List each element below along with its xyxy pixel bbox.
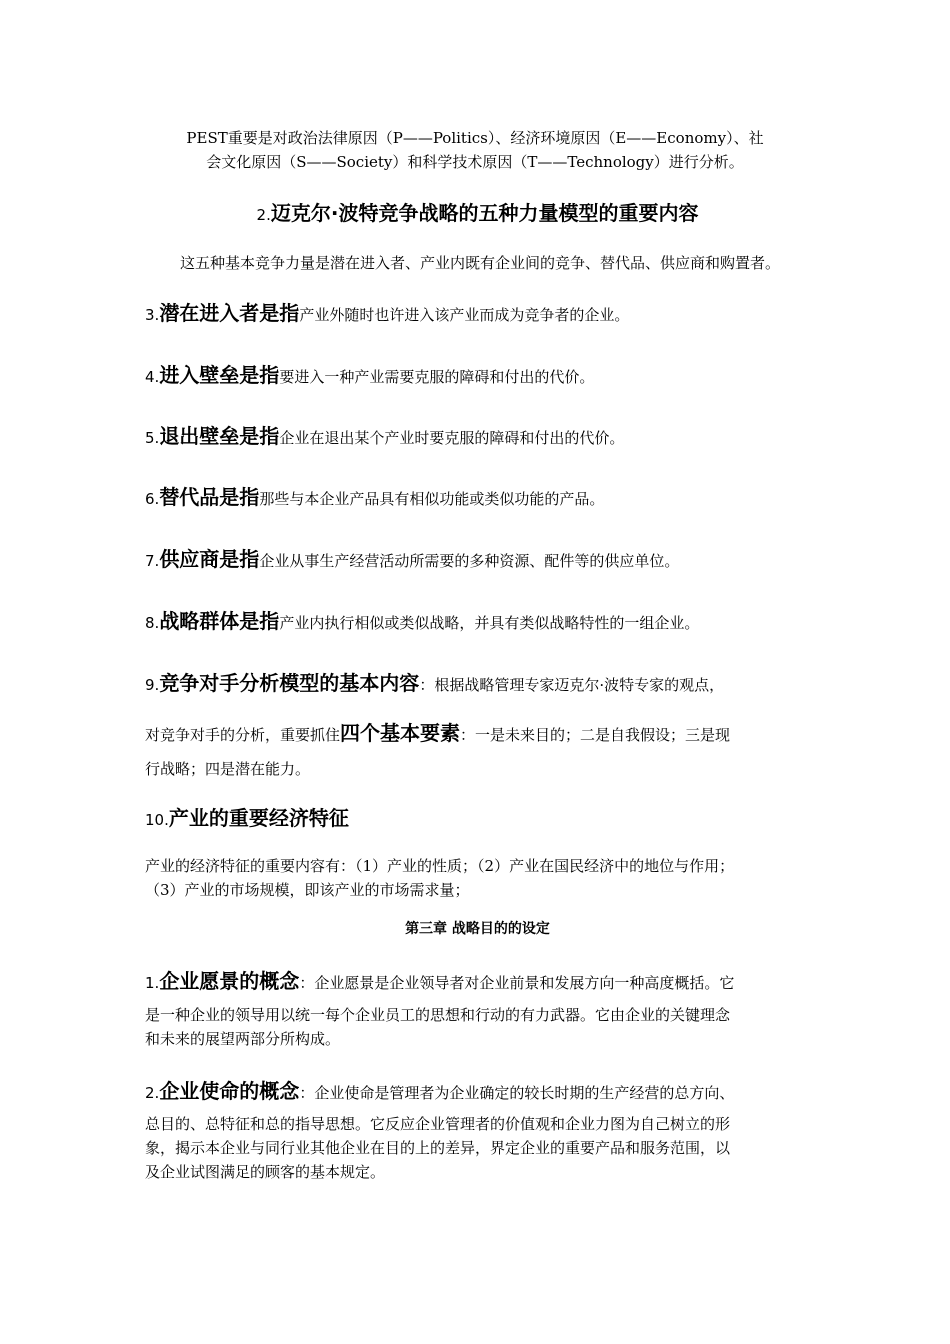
item-9-emphasis: 四个基本要素 xyxy=(340,721,461,745)
item-number: 6. xyxy=(145,490,160,508)
item-desc: 产业内执行相似或类似战略，并具有类似战略特性的一组企业。 xyxy=(279,614,700,632)
item-9-line-3: 行战略；四是潜在能力。 xyxy=(145,760,311,778)
item-number: 2. xyxy=(145,1084,160,1102)
heading-five-forces xyxy=(145,199,810,229)
heading-title: 迈克尔·波特竞争战略的五种力量模型的重要内容 xyxy=(270,201,699,225)
item-9-line-2 xyxy=(145,719,810,749)
item-4 xyxy=(145,361,810,391)
five-forces-paragraph: 这五种基本竞争力量是潜在进入者、产业内既有企业间的竞争、替代品、供应商和购置者。 xyxy=(179,254,780,272)
item-term: 退出壁垒是指 xyxy=(159,424,280,448)
item-term: 产业的重要经济特征 xyxy=(168,806,349,830)
pest-line-2: 会文化原因（S——Society）和科学技术原因（T——Technology）进行分析。 xyxy=(206,153,744,171)
item-desc: ：企业愿景是企业领导者对企业前景和发展方向一种高度概括。它 xyxy=(299,974,735,992)
pest-paragraph xyxy=(140,126,810,174)
item-8 xyxy=(145,607,810,637)
item-desc: 那些与本企业产品具有相似功能或类似功能的产品。 xyxy=(259,490,605,508)
item-10-line-2: （3）产业的市场规模，即该产业的市场需求量； xyxy=(145,881,470,899)
item-desc: 要进入一种产业需要克服的障碍和付出的代价。 xyxy=(279,368,595,386)
item-number: 1. xyxy=(145,974,160,992)
item-number: 5. xyxy=(145,429,160,447)
item-desc: ：企业使命是管理者为企业确定的较长时期的生产经营的总方向、 xyxy=(299,1084,735,1102)
item-9-text-c: ：一是未来目的；二是自我假设；三是现 xyxy=(460,726,731,744)
vision-line-3: 和未来的展望两部分所构成。 xyxy=(145,1030,341,1048)
item-term: 企业使命的概念 xyxy=(159,1079,300,1103)
pest-line-1: PEST重要是对政治法律原因（P——Politics）、经济环境原因（E——Economy）、社 xyxy=(186,129,764,147)
mission-line-2: 总目的、总特征和总的指导思想。它反应企业管理者的价值观和企业力图为自己树立的形 xyxy=(145,1115,731,1133)
item-3 xyxy=(145,299,810,329)
mission-paragraph xyxy=(145,1112,810,1184)
item-number: 9. xyxy=(145,676,160,694)
item-desc: ：根据战略管理专家迈克尔·波特专家的观点， xyxy=(419,676,725,694)
heading-number: 2. xyxy=(256,206,271,224)
item-term: 潜在进入者是指 xyxy=(159,301,300,325)
chapter-title: 第三章 战略目的的设定 xyxy=(405,921,550,937)
item-desc: 产业外随时也许进入该产业而成为竞争者的企业。 xyxy=(299,306,630,324)
item-term: 供应商是指 xyxy=(159,547,260,571)
item-5 xyxy=(145,422,810,452)
item-term: 替代品是指 xyxy=(159,485,260,509)
vision-paragraph xyxy=(145,1003,810,1051)
mission-line-4: 及企业试图满足的顾客的基本规定。 xyxy=(145,1163,386,1181)
item-9-line-1 xyxy=(145,669,810,699)
item-desc: 企业从事生产经营活动所需要的多种资源、配件等的供应单位。 xyxy=(259,552,680,570)
mission-line-3: 象，揭示本企业与同行业其他企业在目的上的差异，界定企业的重要产品和服务范围，以 xyxy=(145,1139,731,1157)
item-number: 4. xyxy=(145,368,160,386)
item-6 xyxy=(145,483,810,513)
item-desc: 企业在退出某个产业时要克服的障碍和付出的代价。 xyxy=(279,429,625,447)
item-7 xyxy=(145,545,810,575)
item-number: 7. xyxy=(145,552,160,570)
vision-line-2: 是一种企业的领导用以统一每个企业员工的思想和行动的有力武器。它由企业的关键理念 xyxy=(145,1006,731,1024)
item-number: 8. xyxy=(145,614,160,632)
item-10-line-1: 产业的经济特征的重要内容有：（1）产业的性质；（2）产业在国民经济中的地位与作用； xyxy=(145,857,735,875)
item-term: 战略群体是指 xyxy=(159,609,280,633)
item-term: 进入壁垒是指 xyxy=(159,363,280,387)
item-number: 10. xyxy=(145,811,169,829)
mission-line-1 xyxy=(145,1077,810,1107)
item-term: 竞争对手分析模型的基本内容 xyxy=(159,671,420,695)
item-term: 企业愿景的概念 xyxy=(159,969,300,993)
item-number: 3. xyxy=(145,306,160,324)
item-9-text-a: 对竞争对手的分析，重要抓住 xyxy=(145,726,341,744)
item-10-heading xyxy=(145,804,810,834)
vision-line-1 xyxy=(145,967,810,997)
item-10-paragraph xyxy=(145,854,825,902)
